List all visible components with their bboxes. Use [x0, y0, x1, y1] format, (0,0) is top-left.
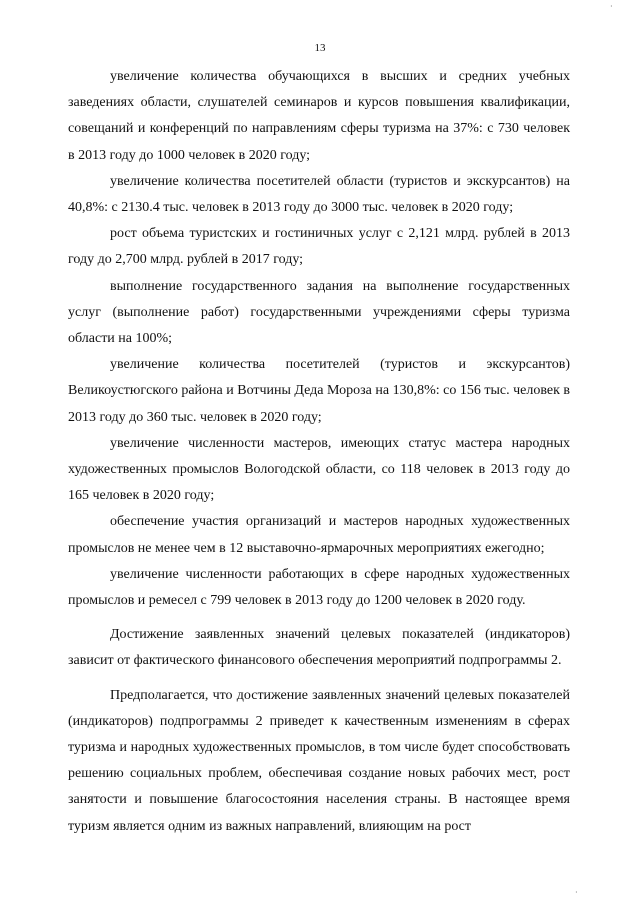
paragraph: обеспечение участия организаций и мастеров народных художественных промыслов не менее чем в 12 выставочно-ярмарочных мероприятиях ежегодно; — [68, 514, 570, 556]
paragraph: увеличение численности работающих в сфере народных художественных промыслов и ремесел с 799 человек в 2013 году до 1200 человек в 2020 году. — [68, 566, 570, 609]
page-number: 13 — [314, 42, 326, 54]
document-body — [68, 64, 570, 840]
paragraph: рост объема туристских и гостиничных услуг с 2,121 млрд. рублей в 2013 году до 2,700 млрд. рублей в 2017 году; — [68, 226, 570, 268]
paragraph: Достижение заявленных значений целевых показателей (индикаторов) зависит от фактического финансового обеспечения мероприятий подпрограммы 2. — [68, 627, 570, 669]
paragraph: увеличение количества посетителей области (туристов и экскурсантов) на 40,8%: с 2130.4 тыс. человек в 2013 году до 3000 тыс. человек в 2020 году; — [68, 173, 570, 216]
paragraph: выполнение государственного задания на выполнение государственных услуг (выполнение работ) государственными учреждениями сферы туризма области на 100%; — [68, 278, 570, 347]
scan-artifact-dot: · — [575, 888, 578, 897]
paragraph: увеличение количества посетителей (туристов и экскурсантов) Великоустюгского района и Вотчины Деда Мороза на 130,8%: со 156 тыс. человек в 2013 году до 360 тыс. человек в 2020 году; — [68, 357, 570, 425]
paragraph: увеличение численности мастеров, имеющих статус мастера народных художественных промыслов Вологодской области, со 118 человек в 2013 году до 165 человек в 2020 году; — [68, 435, 570, 504]
scan-artifact-dot: · — [610, 2, 613, 11]
paragraph: увеличение количества обучающихся в высших и средних учебных заведениях области, слушателей семинаров и курсов повышения квалификации, совещаний и конференций по направлениям сферы туризма на 37%: с 730 человек в 2013 году до 1000 человек в 2020 году; — [68, 69, 570, 163]
paragraph: Предполагается, что достижение заявленных значений целевых показателей (индикаторов) подпрограммы 2 приведет к качественным изменениям в сферах туризма и народных художественных промыслов, в том числе будет способствовать решению социальных проблем, обеспечивая создание новых рабочих мест, рост занятости и повышение благосостояния населения страны. В настоящее время туризм является одним из важных направлений, влияющим на рост — [68, 687, 570, 834]
